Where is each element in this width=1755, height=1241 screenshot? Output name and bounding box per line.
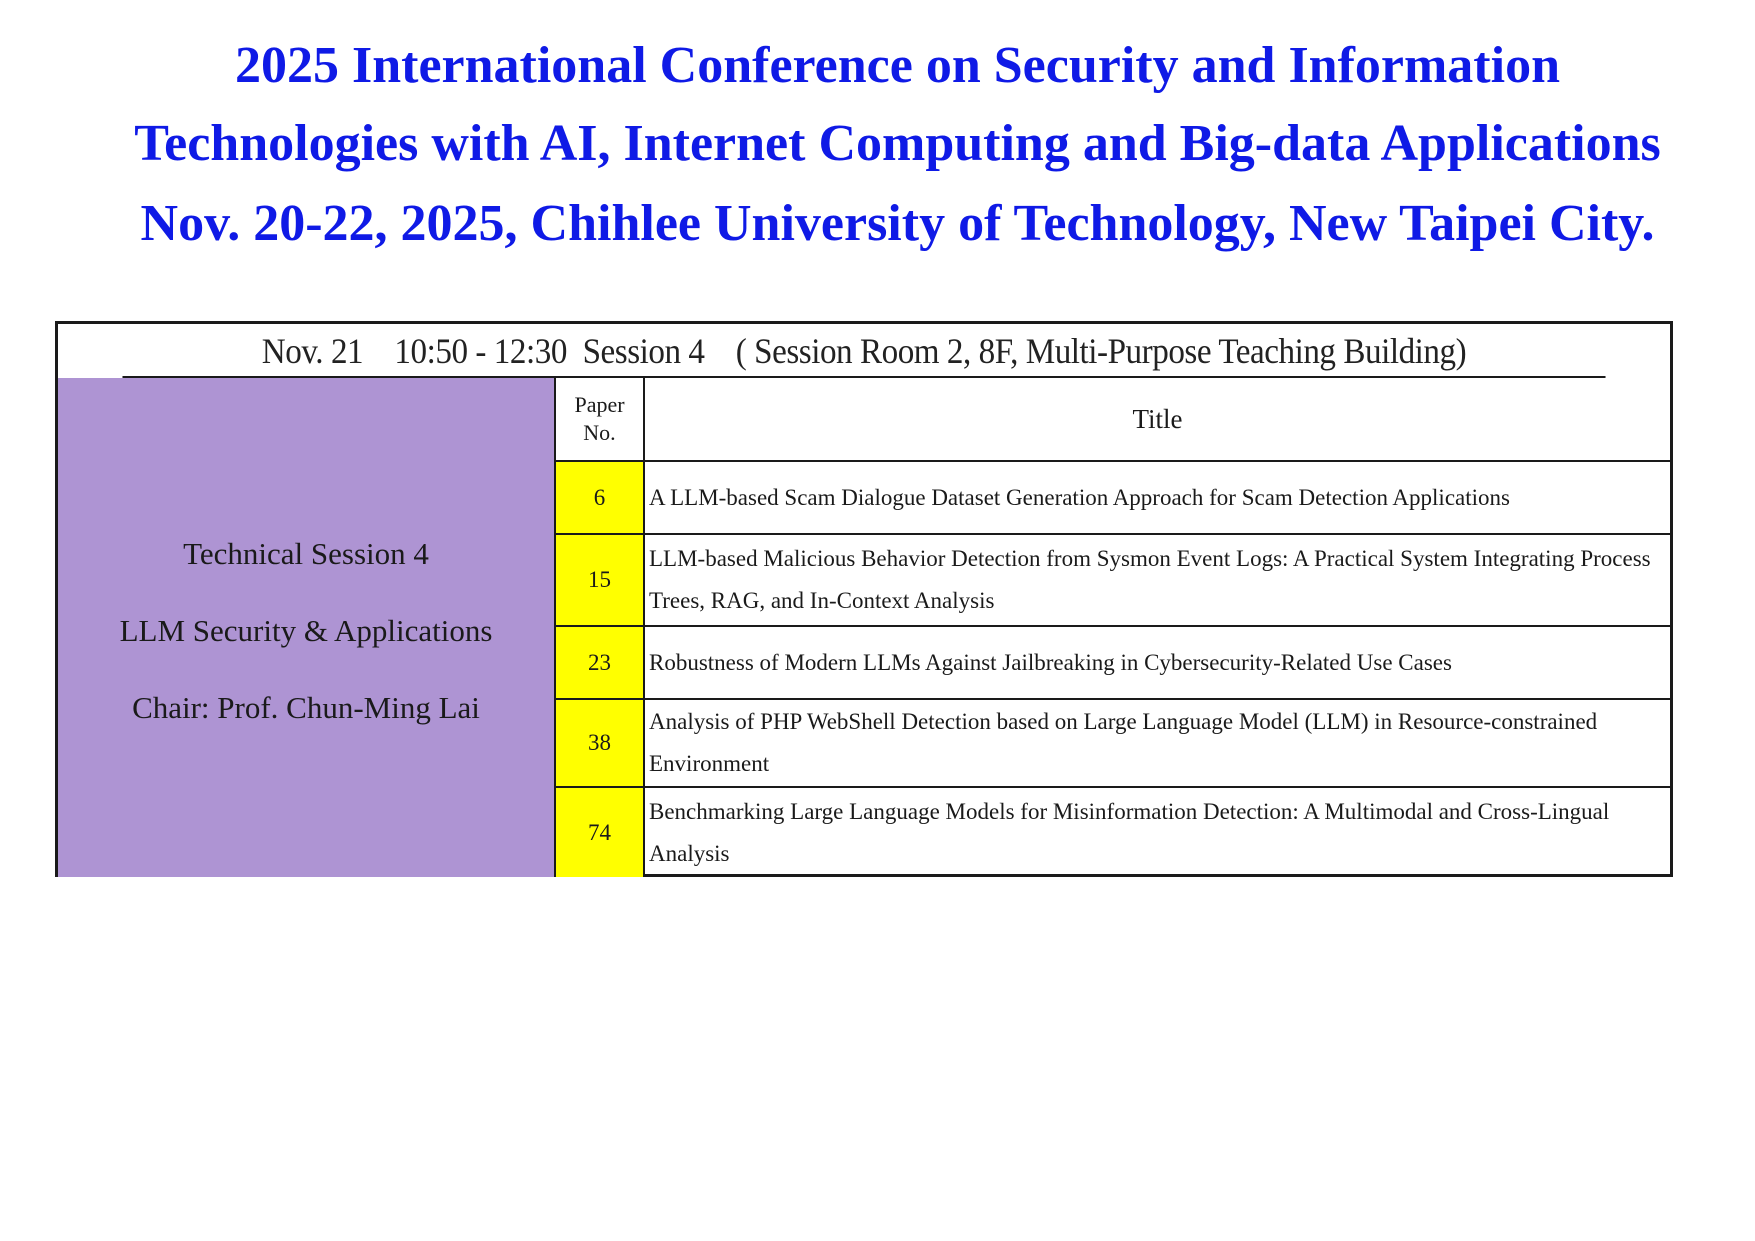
table-row — [556, 462, 1670, 535]
table-row — [556, 535, 1670, 627]
session-topic: LLM Security & Applications — [119, 613, 493, 648]
paper-title-text: Robustness of Modern LLMs Against Jailbreaking in Cybersecurity-Related Use Cases — [649, 649, 1452, 675]
paper-title-text: LLM-based Malicious Behavior Detection from Sysmon Event Logs: A Practical System Integrating Process Trees, RAG, and In-Context Analysis — [649, 546, 1651, 613]
paper-number: 74 — [556, 788, 645, 877]
paper-title — [649, 462, 1664, 533]
paper-number: 38 — [556, 700, 645, 786]
paper-title — [649, 788, 1664, 877]
table-row — [556, 700, 1670, 788]
table-row — [556, 788, 1670, 877]
papers-table — [556, 378, 1670, 877]
conference-title-line-2: Technologies with AI, Internet Computing and Big-data Applications — [134, 115, 1661, 172]
paper-number: 23 — [556, 627, 645, 698]
paper-title — [649, 627, 1664, 698]
title-column-header: Title — [645, 378, 1670, 462]
conference-title-line-1: 2025 International Conference on Security and Information — [234, 37, 1560, 94]
session-banner: Nov. 21 10:50 - 12:30 Session 4 ( Session Room 2, 8F, Multi-Purpose Teaching Building) — [122, 324, 1605, 378]
paper-no-column-header — [556, 378, 645, 462]
paper-title-text: A LLM-based Scam Dialogue Dataset Generation Approach for Scam Detection Applications — [649, 484, 1510, 510]
paper-no-header-line-1: Paper — [574, 392, 625, 417]
paper-title-text: Benchmarking Large Language Models for Misinformation Detection: A Multimodal and Cross-Lingual Analysis — [649, 798, 1610, 866]
session-info-panel — [58, 378, 556, 877]
paper-title — [649, 700, 1664, 786]
paper-title — [649, 535, 1664, 625]
session-schedule-table — [55, 321, 1673, 877]
paper-title-text: Analysis of PHP WebShell Detection based on Large Language Model (LLM) in Resource-constrained Environment — [649, 709, 1598, 776]
table-row — [556, 627, 1670, 700]
session-chair: Chair: Prof. Chun-Ming Lai — [132, 690, 480, 725]
conference-date-venue: Nov. 20-22, 2025, Chihlee University of Technology, New Taipei City. — [140, 195, 1655, 252]
session-name: Technical Session 4 — [183, 536, 429, 571]
paper-no-header-line-2: No. — [583, 420, 616, 445]
paper-number: 15 — [556, 535, 645, 625]
paper-number: 6 — [556, 462, 645, 533]
